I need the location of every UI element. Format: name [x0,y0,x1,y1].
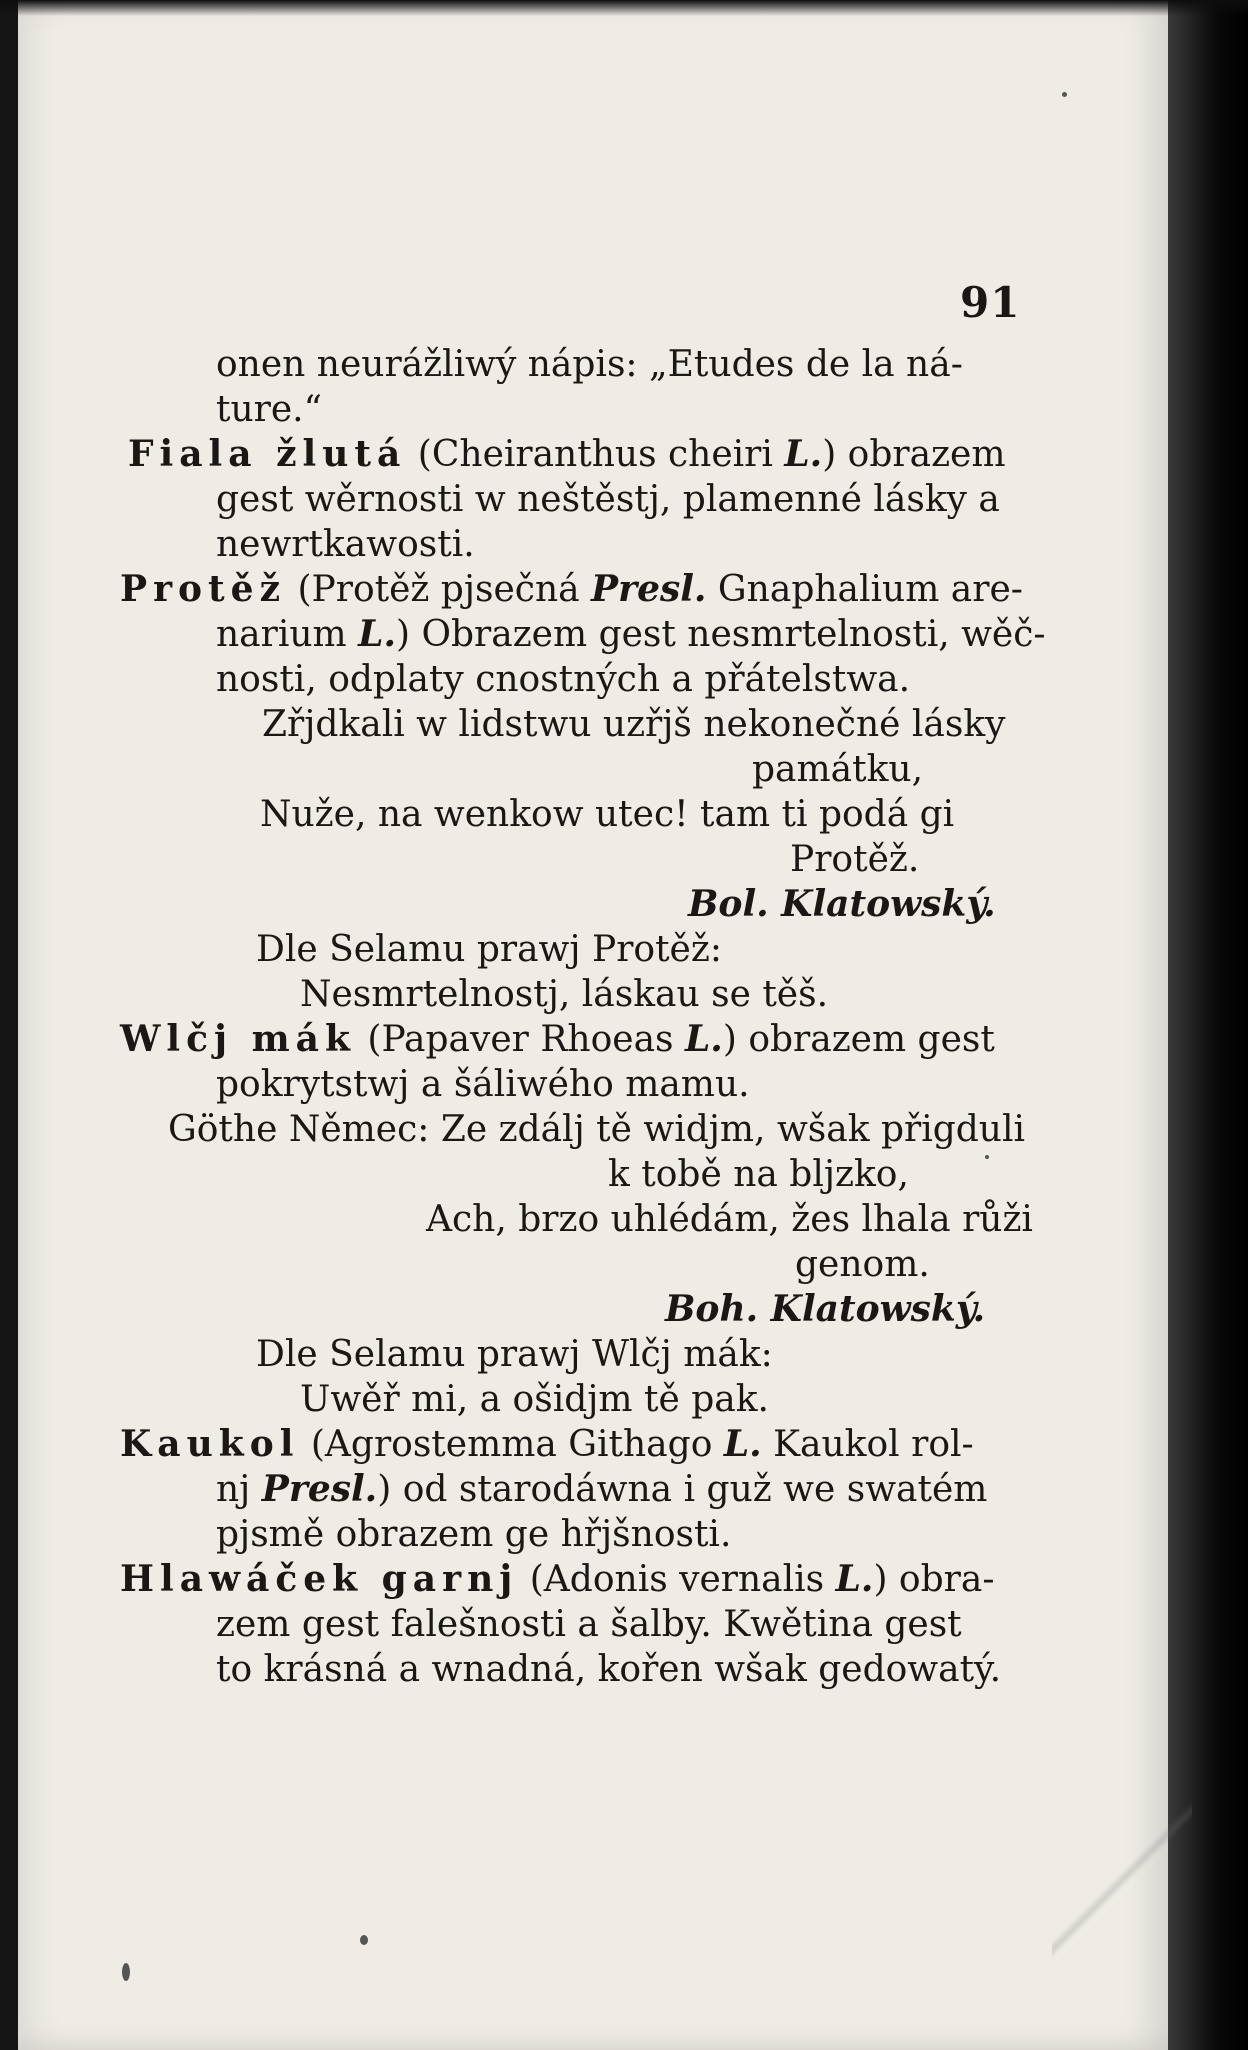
text-line [752,747,1248,792]
text-line [256,927,1156,972]
text-run: narium [216,614,359,655]
text-run-italic: L. [784,433,823,475]
text-run: zem gest falešnosti a šalby. Kwětina gest [216,1604,962,1645]
text-line [128,432,1028,477]
text-line [216,1512,1116,1557]
text-line [120,1557,1020,1602]
text-run: Zřjdkali w lidstwu uzřjš nekonečné lásky [262,704,1006,745]
scan-speck [360,1935,368,1945]
text-line [688,882,1248,927]
text-line [300,1377,1200,1422]
text-line [262,702,1162,747]
text-run: (Protěž pjsečná [286,569,592,610]
text-run: to krásná a wnadná, kořen wšak gedowatý. [216,1649,1002,1690]
text-run: nj [216,1469,262,1510]
text-line [216,1062,1116,1107]
text-run: (Cheiranthus cheiri [406,434,785,475]
attribution: Bol. Klatowský. [688,883,996,925]
text-run-italic: L. [684,1018,723,1060]
text-line [216,612,1116,657]
text-line [216,1647,1116,1692]
text-run: Kaukol rol- [761,1424,974,1465]
text-run: ) obrazem [822,434,1006,475]
text-run-italic: L. [835,1558,874,1600]
scan-top-edge [0,0,1248,16]
text-line [216,477,1116,522]
text-line [120,1422,1020,1467]
text-run: Protěž. [790,839,920,880]
entry-term: Protěž [120,568,287,610]
page-fold-crease [1052,1715,1192,2045]
text-run: Gnaphalium are- [706,569,1023,610]
scan-speck [122,1963,130,1981]
entry-term: Fiala žlutá [128,433,407,475]
text-run: nosti, odplaty cnostných a přátelstwa. [216,659,911,700]
text-run: (Agrostemma Githago [299,1424,724,1465]
text-line [426,1197,1248,1242]
entry-term: Hlawáček garnj [120,1558,519,1600]
text-run: Göthe Němec: Ze zdálj tě widjm, wšak přigduli [168,1109,1026,1150]
text-run-italic: Presl. [591,568,707,610]
text-line [795,1242,1248,1287]
page-number: 91 [960,278,1021,327]
text-run-italic: Presl. [261,1468,378,1510]
text-line [216,657,1116,702]
text-run: (Adonis vernalis [518,1559,836,1600]
text-run: Nuže, na wenkow utec! tam ti podá gi [260,794,955,835]
text-line [256,1332,1156,1377]
text-run: k tobě na blјzko, [608,1154,909,1195]
text-run-italic: L. [358,613,396,655]
text-line [120,1017,1020,1062]
text-run: ) obra- [873,1559,995,1600]
text-run: onen neurážliwý nápis: „Etudes de la ná- [216,344,963,385]
text-run: ) od starodáwna i guž we swatém [377,1469,988,1510]
text-line [216,342,1116,387]
text-run: Uwěř mi, a ošidjm tě pak. [300,1379,769,1420]
attribution: Boh. Klatowský. [665,1288,986,1330]
text-run: Nesmrtelnostj, láskau se těš. [300,974,829,1015]
scan-speck [1062,92,1067,97]
page-text [120,342,1046,1692]
text-run: Ach, brzo uhlédám, žes lhala růži [426,1199,1033,1240]
text-run: Dle Selamu prawj Protěž: [256,929,722,970]
text-run: Dle Selamu prawj Wlčj mák: [256,1334,773,1375]
text-line [665,1287,1248,1332]
text-line [260,792,1160,837]
text-run: genom. [795,1244,930,1285]
text-line [216,1602,1116,1647]
text-run: pokrytstwj a šáliwého mamu. [216,1064,750,1105]
text-line [608,1152,1248,1197]
text-run: ) obrazem gest [722,1019,995,1060]
text-line [216,522,1116,567]
text-line [216,387,1116,432]
text-run-italic: L. [723,1423,762,1465]
text-run: památku, [752,749,924,790]
entry-term: Wlčj mák [120,1018,356,1060]
text-run: pjsmě obrazem ge hřjšnosti. [216,1514,732,1555]
text-line [216,1467,1116,1512]
text-run: newrtkawosti. [216,524,475,565]
text-line [790,837,1248,882]
text-line [168,1107,1068,1152]
text-line [120,567,1023,612]
text-run: (Papaver Rhoeas [355,1019,685,1060]
text-line [300,972,1200,1017]
entry-term: Kaukol [120,1423,300,1465]
text-run: gest wěrnosti w neštěstj, plamenné lásky a [216,479,1000,520]
text-run: ture.“ [216,389,323,430]
text-run: ) Obrazem gest nesmrtelnosti, wěč- [396,614,1046,655]
